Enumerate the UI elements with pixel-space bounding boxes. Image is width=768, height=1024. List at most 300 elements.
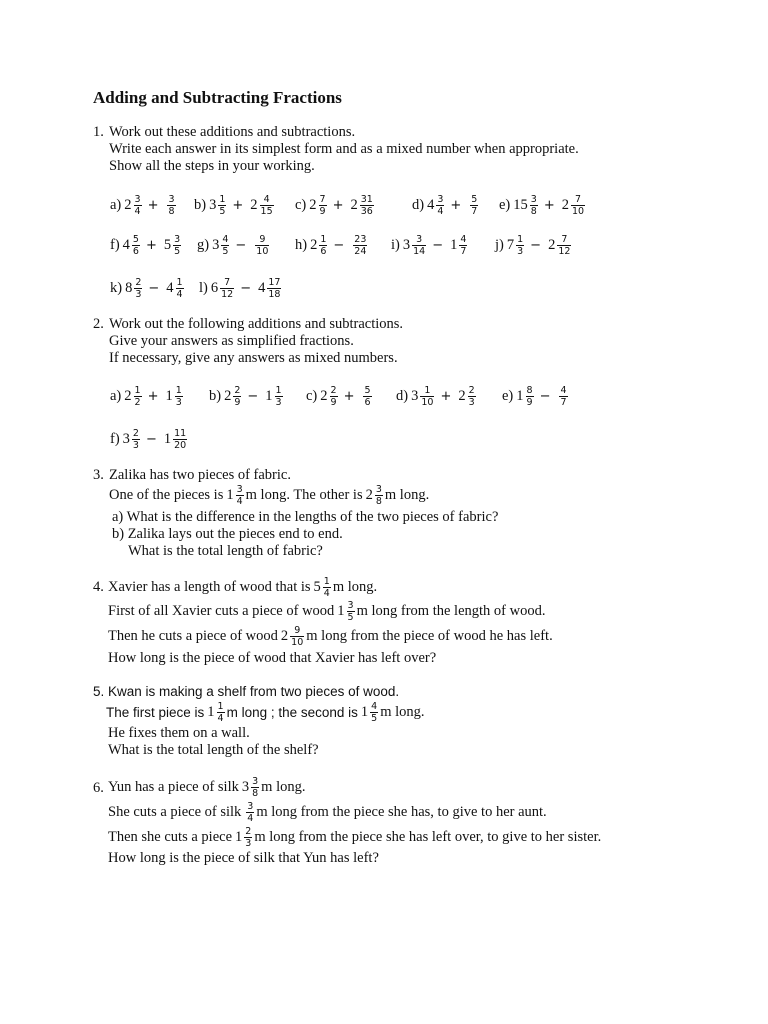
q1-e-term-2-fraction <box>571 194 585 217</box>
q1-l-term-1-denominator: 12 <box>221 288 234 300</box>
q1-f-term-1-mixed-number <box>123 234 140 257</box>
q1-j-expression <box>495 230 571 260</box>
q2-c-term-2-fraction <box>363 385 371 408</box>
q5-fraction-1-numerator: 1 <box>217 700 224 712</box>
q1-a-term-1-whole: 2 <box>124 196 132 213</box>
q1-e-term-1-denominator: 8 <box>530 205 537 217</box>
q1-c-label: c) <box>295 196 307 213</box>
q2-f-term-1-numerator: 2 <box>132 427 139 439</box>
q1-l-expression <box>199 273 281 303</box>
q1-k-term-1-fraction <box>134 277 142 300</box>
q2-d-term-1-mixed-number <box>411 385 434 408</box>
q1-b-term-2-mixed-number <box>250 194 273 217</box>
q1-l-term-2-denominator: 18 <box>268 288 281 300</box>
q1-j-term-2-denominator: 12 <box>558 245 571 257</box>
q1-a-term-2-mixed-number <box>165 194 175 217</box>
q5-fraction-1-fraction <box>217 701 225 724</box>
q4-number: 4. <box>93 579 104 595</box>
q4-fraction-1-numerator: 1 <box>323 575 330 587</box>
q1-i-term-2-mixed-number <box>450 234 467 257</box>
q1-g-expression <box>197 230 269 260</box>
q5-fraction-1-denominator: 4 <box>217 712 224 724</box>
q2-f-term-2-numerator: 11 <box>174 427 187 439</box>
q4-line-2-text-b: m long from the length of wood. <box>356 602 546 619</box>
q1-l-term-2-mixed-number <box>258 277 281 300</box>
q1-f-term-2-mixed-number <box>164 234 181 257</box>
q1-l-term-1-numerator: 7 <box>224 276 231 288</box>
q1-c-term-1-fraction <box>319 194 327 217</box>
q4-line-2 <box>108 599 545 623</box>
q3-fraction-b-numerator: 3 <box>375 483 382 495</box>
q1-b-label: b) <box>194 196 207 213</box>
q1-g-term-2-fraction <box>255 234 269 257</box>
q6-line-3 <box>108 825 601 849</box>
q2-b-label: b) <box>209 387 222 404</box>
q6-line-1 <box>108 775 305 799</box>
q3-line-2-text-a: One of the pieces is <box>109 486 224 503</box>
q1-e-term-2-whole: 2 <box>561 196 569 213</box>
q4-fraction-2-numerator: 3 <box>347 599 354 611</box>
q1-i-operator: − <box>432 237 444 253</box>
q1-f-term-2-fraction <box>173 234 181 257</box>
q2-e-term-1-fraction <box>526 385 534 408</box>
q2-f-term-2-mixed-number <box>164 428 187 451</box>
q2-e-expression <box>502 381 568 411</box>
q2-d-term-2-denominator: 3 <box>468 396 475 408</box>
q6-fraction-1-whole: 3 <box>241 778 250 795</box>
q1-j-term-1-fraction <box>516 234 524 257</box>
q2-b-expression <box>209 381 283 411</box>
q1-h-term-2-mixed-number <box>351 234 367 257</box>
q2-a-term-1-whole: 2 <box>124 387 132 404</box>
q1-h-term-1-denominator: 6 <box>320 245 327 257</box>
q2-c-term-1-fraction <box>330 385 338 408</box>
q2-e-term-2-fraction <box>559 385 567 408</box>
q1-number: 1. <box>93 124 104 140</box>
q1-c-expression <box>295 190 374 220</box>
q2-a-expression <box>110 381 183 411</box>
q2-f-term-1-whole: 3 <box>122 430 130 447</box>
q2-d-term-1-numerator: 1 <box>424 384 431 396</box>
q2-b-term-1-whole: 2 <box>224 387 232 404</box>
q3-fraction-b <box>365 484 383 507</box>
q1-e-term-1-mixed-number <box>513 194 538 217</box>
q5-fraction-1-mixed-number <box>207 701 224 724</box>
q2-d-operator: + <box>440 388 452 404</box>
q1-instruction-2: Write each answer in its simplest form and as a mixed number when appropriate. <box>109 141 579 157</box>
q2-d-term-1-whole: 3 <box>411 387 419 404</box>
q5-number: 5. <box>93 684 105 699</box>
q1-d-term-2-denominator: 7 <box>471 205 478 217</box>
q1-a-operator: + <box>147 197 159 213</box>
q1-i-term-1-mixed-number <box>403 234 426 257</box>
q1-e-term-1-fraction <box>530 194 538 217</box>
q3-part-b-question: What is the total length of fabric? <box>128 543 323 559</box>
q1-b-term-2-whole: 2 <box>250 196 258 213</box>
q2-instruction-1: Work out the following additions and subtractions. <box>109 316 404 332</box>
q2-a-term-1-mixed-number <box>124 385 141 408</box>
q1-g-label: g) <box>197 236 210 253</box>
q1-a-term-1-fraction <box>134 194 142 217</box>
q2-c-term-1-whole: 2 <box>320 387 328 404</box>
q3-fraction-a-numerator: 3 <box>236 483 243 495</box>
q1-e-term-2-mixed-number <box>562 194 585 217</box>
q5-line-2-text-b: m long ; the second is <box>226 704 358 720</box>
q2-d-term-2-numerator: 2 <box>468 384 475 396</box>
q1-a-term-2-numerator: 3 <box>168 193 175 205</box>
q4-fraction-1-whole: 5 <box>313 578 321 595</box>
q1-h-term-2-numerator: 23 <box>354 233 367 245</box>
q2-d-term-1-fraction <box>420 385 434 408</box>
q1-l-term-2-numerator: 17 <box>268 276 281 288</box>
q1-i-term-1-numerator: 3 <box>416 233 423 245</box>
q2-b-term-1-denominator: 9 <box>234 396 241 408</box>
q1-g-term-1-mixed-number <box>212 234 229 257</box>
q4-line-1 <box>108 575 377 599</box>
q2-e-label: e) <box>502 387 514 404</box>
q1-j-term-1-mixed-number <box>507 234 524 257</box>
q2-a-term-1-numerator: 1 <box>134 384 141 396</box>
q2-c-label: c) <box>306 387 318 404</box>
q1-k-term-2-denominator: 4 <box>176 288 183 300</box>
q1-h-label: h) <box>295 236 308 253</box>
q6-line-1-text-b: m long. <box>261 778 306 795</box>
q1-f-expression <box>110 230 181 260</box>
q1-k-term-2-fraction <box>176 277 184 300</box>
q1-instruction-1: Work out these additions and subtractions. <box>109 124 356 140</box>
q2-e-term-1-whole: 1 <box>516 387 524 404</box>
q4-line-1-text-a: Xavier has a length of wood that is <box>108 578 311 595</box>
q6-fraction-1-fraction <box>251 776 259 799</box>
q2-f-term-1-denominator: 3 <box>132 439 139 451</box>
q5-fraction-2 <box>360 701 378 724</box>
q1-j-label: j) <box>495 236 504 253</box>
q6-line-1-text-a: Yun has a piece of silk <box>108 778 239 795</box>
q6-line-3-text-b: m long from the piece she has left over, to give to her sister. <box>254 828 602 845</box>
q6-fraction-3 <box>234 826 252 849</box>
q2-b-term-2-numerator: 1 <box>275 384 282 396</box>
q2-c-term-1-numerator: 2 <box>330 384 337 396</box>
q5-fraction-2-fraction <box>370 701 378 724</box>
q1-j-operator: − <box>530 237 542 253</box>
q6-fraction-1-numerator: 3 <box>252 775 259 787</box>
q1-g-operator: − <box>235 237 247 253</box>
q1-j-term-2-whole: 2 <box>548 236 556 253</box>
q1-a-term-1-numerator: 3 <box>134 193 141 205</box>
q6-fraction-3-mixed-number <box>235 826 252 849</box>
q3-fraction-a-denominator: 4 <box>236 495 243 507</box>
q1-b-term-2-denominator: 15 <box>260 205 273 217</box>
q1-g-term-2-denominator: 10 <box>256 245 269 257</box>
q1-e-expression <box>499 190 585 220</box>
q5-fraction-1 <box>206 701 224 724</box>
q3-fraction-a-fraction <box>236 484 244 507</box>
q4-fraction-3-fraction <box>290 625 304 648</box>
q2-b-term-1-numerator: 2 <box>234 384 241 396</box>
q2-b-term-2-mixed-number <box>265 385 282 408</box>
q1-k-term-2-whole: 4 <box>166 279 174 296</box>
q2-e-term-1-numerator: 8 <box>526 384 533 396</box>
q2-c-operator: + <box>343 388 355 404</box>
q4-fraction-1-denominator: 4 <box>323 587 330 599</box>
q1-j-term-1-denominator: 3 <box>517 245 524 257</box>
q4-fraction-3-whole: 2 <box>280 627 289 644</box>
q5-line-3: He fixes them on a wall. <box>108 725 250 741</box>
q6-line-2-text-a: She cuts a piece of silk <box>108 803 242 820</box>
q1-e-term-1-whole: 15 <box>513 196 528 213</box>
q6-fraction-1-mixed-number <box>242 776 259 799</box>
q2-a-term-2-whole: 1 <box>165 387 173 404</box>
q1-i-term-2-denominator: 7 <box>460 245 467 257</box>
q6-fraction-1 <box>241 776 259 799</box>
q1-c-operator: + <box>332 197 344 213</box>
q1-i-expression <box>391 230 467 260</box>
q1-g-term-1-fraction <box>221 234 229 257</box>
q1-k-term-2-numerator: 1 <box>176 276 183 288</box>
q2-number: 2. <box>93 316 104 332</box>
q6-fraction-1-denominator: 8 <box>252 787 259 799</box>
q1-f-label: f) <box>110 236 120 253</box>
q1-a-term-2-denominator: 8 <box>168 205 175 217</box>
q1-b-term-1-whole: 3 <box>209 196 217 213</box>
q5-fraction-2-numerator: 4 <box>371 700 378 712</box>
q1-a-term-2-fraction <box>167 194 175 217</box>
q1-d-term-1-numerator: 3 <box>437 193 444 205</box>
q1-f-term-1-fraction <box>132 234 140 257</box>
q1-f-term-1-whole: 4 <box>122 236 130 253</box>
q3-line-2 <box>109 483 429 507</box>
q3-fraction-b-denominator: 8 <box>375 495 382 507</box>
q1-b-term-1-fraction <box>218 194 226 217</box>
q1-j-term-2-mixed-number <box>548 234 571 257</box>
q6-line-2-text-b: m long from the piece she has, to give to her aunt. <box>256 803 547 820</box>
q2-e-term-2-mixed-number <box>557 385 567 408</box>
q5-line-2-text-c: m long. <box>380 703 425 720</box>
q6-number: 6. <box>93 780 104 796</box>
q2-b-term-1-mixed-number <box>224 385 241 408</box>
q1-b-term-2-numerator: 4 <box>263 193 270 205</box>
q2-d-term-2-mixed-number <box>458 385 475 408</box>
q1-c-term-1-mixed-number <box>309 194 326 217</box>
q2-c-expression <box>306 381 372 411</box>
q1-d-term-1-whole: 4 <box>427 196 435 213</box>
q1-i-term-1-denominator: 14 <box>413 245 426 257</box>
q1-g-term-2-mixed-number <box>253 234 269 257</box>
q2-f-label: f) <box>110 430 120 447</box>
q4-fraction-3-numerator: 9 <box>294 624 301 636</box>
q3-fraction-b-fraction <box>375 484 383 507</box>
q1-g-term-1-numerator: 4 <box>222 233 229 245</box>
q2-f-operator: − <box>145 431 157 447</box>
q2-b-term-2-denominator: 3 <box>275 396 282 408</box>
q2-f-term-2-denominator: 20 <box>174 439 187 451</box>
q1-k-label: k) <box>110 279 123 296</box>
q2-b-term-1-fraction <box>233 385 241 408</box>
q1-i-label: i) <box>391 236 400 253</box>
q1-h-expression <box>295 230 367 260</box>
q2-e-term-2-numerator: 4 <box>560 384 567 396</box>
q1-k-operator: − <box>148 280 160 296</box>
q1-instruction-3: Show all the steps in your working. <box>109 158 315 174</box>
q2-d-expression <box>396 381 476 411</box>
q1-h-term-2-fraction <box>353 234 367 257</box>
q3-line-2-text-c: m long. <box>384 486 430 503</box>
q1-i-term-1-fraction <box>412 234 426 257</box>
q2-d-term-2-fraction <box>468 385 476 408</box>
q1-b-term-1-numerator: 1 <box>219 193 226 205</box>
q1-l-label: l) <box>199 279 208 296</box>
q1-h-term-1-mixed-number <box>310 234 327 257</box>
q2-a-term-2-fraction <box>175 385 183 408</box>
q2-c-term-2-denominator: 6 <box>364 396 371 408</box>
q1-e-label: e) <box>499 196 511 213</box>
q1-l-operator: − <box>240 280 252 296</box>
q2-c-term-1-denominator: 9 <box>330 396 337 408</box>
q1-c-term-2-mixed-number <box>350 194 373 217</box>
q1-f-term-1-numerator: 5 <box>132 233 139 245</box>
q3-line-1: Zalika has two pieces of fabric. <box>109 467 291 483</box>
q1-i-term-2-fraction <box>459 234 467 257</box>
q3-fraction-b-mixed-number <box>366 484 383 507</box>
q2-a-term-2-denominator: 3 <box>175 396 182 408</box>
q1-h-term-1-fraction <box>319 234 327 257</box>
q1-i-term-1-whole: 3 <box>402 236 411 253</box>
q2-c-term-1-mixed-number <box>320 385 337 408</box>
q1-k-term-1-mixed-number <box>125 277 142 300</box>
q4-fraction-2 <box>336 600 354 623</box>
q1-d-term-1-mixed-number <box>427 194 444 217</box>
q5-fraction-2-whole: 1 <box>360 703 369 720</box>
q4-line-4: How long is the piece of wood that Xavier has left over? <box>108 650 437 666</box>
q5-line-2-text-a: The first piece is <box>106 704 205 720</box>
q2-b-term-2-fraction <box>275 385 283 408</box>
q4-fraction-2-whole: 1 <box>337 602 345 619</box>
q1-k-expression <box>110 273 184 303</box>
q5-line-4: What is the total length of the shelf? <box>108 742 319 758</box>
q2-d-term-1-denominator: 10 <box>421 396 434 408</box>
q4-line-2-text-a: First of all Xavier cuts a piece of wood <box>108 602 335 619</box>
page-title: Adding and Subtracting Fractions <box>93 88 342 107</box>
q6-fraction-2-numerator: 3 <box>247 800 254 812</box>
q5-line-2 <box>106 700 425 724</box>
q3-line-2-text-b: m long. The other is <box>245 486 363 503</box>
q1-d-term-1-denominator: 4 <box>437 205 444 217</box>
q1-f-term-2-numerator: 3 <box>174 233 181 245</box>
q1-f-operator: + <box>145 237 157 253</box>
q3-part-a: a) What is the difference in the lengths of the two pieces of fabric? <box>112 509 499 525</box>
q1-d-expression <box>412 190 478 220</box>
q5-line-1: Kwan is making a shelf from two pieces of wood. <box>108 684 400 699</box>
q1-g-term-1-whole: 3 <box>212 236 220 253</box>
q2-a-term-2-mixed-number <box>165 385 182 408</box>
q1-j-term-2-fraction <box>557 234 571 257</box>
q2-f-expression <box>110 424 187 454</box>
q1-f-term-1-denominator: 6 <box>132 245 139 257</box>
q2-instruction-3: If necessary, give any answers as mixed numbers. <box>109 350 398 366</box>
q1-d-operator: + <box>450 197 462 213</box>
q1-a-term-1-mixed-number <box>124 194 141 217</box>
q1-c-term-1-numerator: 7 <box>319 193 326 205</box>
q1-j-term-2-numerator: 7 <box>561 233 568 245</box>
q1-h-operator: − <box>333 237 345 253</box>
q1-g-term-2-numerator: 9 <box>259 233 266 245</box>
q1-c-term-2-whole: 2 <box>350 196 358 213</box>
q1-c-term-1-denominator: 9 <box>319 205 326 217</box>
q1-k-term-2-mixed-number <box>166 277 183 300</box>
q1-h-term-2-denominator: 24 <box>354 245 367 257</box>
q2-e-term-1-mixed-number <box>516 385 533 408</box>
q6-fraction-2-mixed-number <box>244 801 254 824</box>
q1-h-term-1-numerator: 1 <box>320 233 327 245</box>
q1-l-term-1-fraction <box>220 277 234 300</box>
q1-k-term-1-numerator: 2 <box>135 276 142 288</box>
q5-fraction-1-whole: 1 <box>207 703 215 720</box>
q1-e-term-2-denominator: 10 <box>571 205 585 217</box>
q6-line-4: How long is the piece of silk that Yun has left? <box>108 850 379 866</box>
q2-d-term-2-whole: 2 <box>458 387 466 404</box>
q1-f-term-2-denominator: 5 <box>174 245 181 257</box>
q3-number: 3. <box>93 467 104 483</box>
q2-b-operator: − <box>247 388 259 404</box>
q1-c-term-2-fraction <box>360 194 374 217</box>
q4-fraction-3-denominator: 10 <box>291 636 304 648</box>
q2-d-label: d) <box>396 387 409 404</box>
q1-f-term-2-whole: 5 <box>163 236 172 253</box>
q2-e-term-1-denominator: 9 <box>526 396 533 408</box>
q1-j-term-1-whole: 7 <box>506 236 515 253</box>
q1-e-term-1-numerator: 3 <box>530 193 537 205</box>
q6-line-3-text-a: Then she cuts a piece <box>108 828 233 845</box>
q1-d-term-2-mixed-number <box>468 194 478 217</box>
q2-f-term-2-whole: 1 <box>163 430 172 447</box>
q4-fraction-2-fraction <box>347 600 355 623</box>
q2-f-term-1-mixed-number <box>123 428 140 451</box>
q1-b-term-1-mixed-number <box>209 194 226 217</box>
q2-f-term-2-fraction <box>173 428 187 451</box>
q4-line-3 <box>108 624 553 648</box>
q3-fraction-a-whole: 1 <box>226 486 234 503</box>
q1-a-term-1-denominator: 4 <box>134 205 141 217</box>
q1-k-term-1-denominator: 3 <box>135 288 142 300</box>
q1-e-operator: + <box>543 197 555 213</box>
q4-line-3-text-a: Then he cuts a piece of wood <box>108 627 278 644</box>
q4-fraction-2-mixed-number <box>337 600 354 623</box>
q1-g-term-1-denominator: 5 <box>222 245 229 257</box>
q4-fraction-1 <box>313 576 331 599</box>
q1-c-term-2-numerator: 31 <box>360 193 373 205</box>
q1-c-term-2-denominator: 36 <box>360 205 373 217</box>
q6-fraction-3-fraction <box>244 826 252 849</box>
q2-c-term-2-mixed-number <box>361 385 371 408</box>
q2-f-term-1-fraction <box>132 428 140 451</box>
q2-instruction-2: Give your answers as simplified fractions. <box>109 333 354 349</box>
q1-d-term-2-numerator: 5 <box>471 193 478 205</box>
q1-a-expression <box>110 190 176 220</box>
q1-d-label: d) <box>412 196 425 213</box>
q2-c-term-2-numerator: 5 <box>364 384 371 396</box>
q2-e-term-2-denominator: 7 <box>560 396 567 408</box>
q1-l-term-2-whole: 4 <box>258 279 266 296</box>
q6-fraction-3-numerator: 2 <box>245 825 252 837</box>
q3-fraction-b-whole: 2 <box>365 486 373 503</box>
q1-d-term-2-fraction <box>470 194 478 217</box>
q2-a-term-2-numerator: 1 <box>175 384 182 396</box>
q1-i-term-2-whole: 1 <box>450 236 458 253</box>
q1-b-expression <box>194 190 274 220</box>
q1-b-term-1-denominator: 5 <box>219 205 226 217</box>
q2-a-term-1-denominator: 2 <box>134 396 141 408</box>
q6-line-2 <box>108 800 547 824</box>
